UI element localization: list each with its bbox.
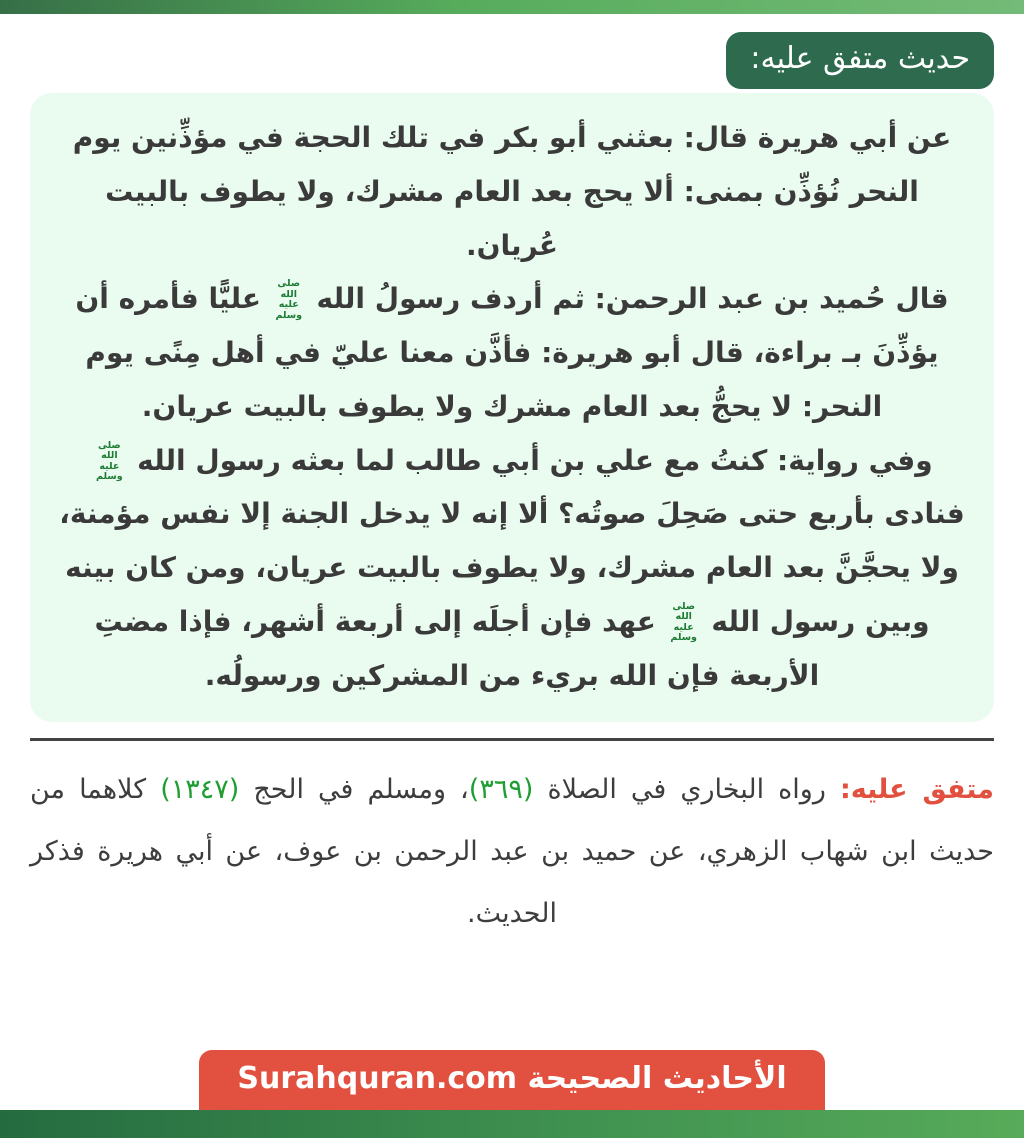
hadith-paragraph-2 — [56, 272, 968, 433]
sallallahu-icon: صلى الله عليه وسلم — [670, 600, 697, 644]
takhrij-text-segment: كلاهما من حديث ابن شهاب الزهري، عن حميد بن عبد الرحمن بن عوف، عن أبي هريرة فذكر الحديث. — [30, 774, 994, 930]
hadith-text-segment: فنادى بأربع حتى صَحِلَ صوتُه؟ ألا إنه لا يدخل الجنة إلا نفس مؤمنة، ولا يحجَّنَّ بعد العام مشرك، ولا يطوف بالبيت عريان، ومن كان بينه وبين رسول الله — [59, 497, 965, 638]
hadith-text-box — [30, 93, 994, 722]
muslim-hadith-number: (١٣٤٧) — [160, 774, 240, 806]
takhrij-text-segment: ، ومسلم في الحج — [239, 774, 469, 806]
sallallahu-icon: صلى الله عليه وسلم — [275, 278, 303, 321]
top-border-bar — [0, 0, 1024, 14]
hadith-text-segment: عن أبي هريرة قال: بعثني أبو بكر في تلك الحجة في مؤذِّنين يوم النحر نُؤذِّن بمنى: ألا يحج بعد العام مشرك، ولا يطوف بالبيت عُريان. — [72, 121, 952, 262]
bukhari-hadith-number: (٣٦٩) — [468, 774, 534, 806]
takhrij-text-segment: رواه البخاري في الصلاة — [533, 774, 840, 806]
hadith-type-badge — [726, 32, 994, 89]
hadith-paragraph-3 — [56, 434, 968, 703]
hadith-paragraph-1 — [56, 111, 968, 272]
footer — [0, 1050, 1024, 1138]
hadith-text-segment: عهد فإن أجلَه إلى أربعة أشهر، فإذا مضتِ الأربعة فإن الله بريء من المشركين ورسولُه. — [94, 604, 820, 692]
hadith-text-segment: عليًّا فأمره أن يؤذِّنَ بـ براءة، قال أبو هريرة: فأذَّن معنا عليّ في أهل مِنًى يوم النحر: لا يحجُّ بعد العام مشرك ولا يطوف بالبيت عريان. — [75, 282, 939, 423]
site-badge[interactable] — [199, 1050, 824, 1110]
sallallahu-icon: صلى الله عليه وسلم — [96, 439, 123, 482]
site-badge-label: الأحاديث الصحيحة Surahquran.com — [237, 1061, 787, 1096]
divider-line — [30, 738, 994, 741]
header-row — [30, 32, 994, 89]
hadith-text-segment: قال حُميد بن عبد الرحمن: ثم أردف رسولُ الله — [306, 282, 949, 316]
takhrij-paragraph — [30, 759, 994, 945]
hadith-text-segment: وفي رواية: كنتُ مع علي بن أبي طالب لما بعثه رسول الله — [127, 443, 933, 477]
bottom-border-bar — [0, 1110, 1024, 1138]
muttafaq-alayh-label: متفق عليه: — [839, 774, 994, 806]
hadith-type-label: حديث متفق عليه: — [750, 41, 970, 76]
